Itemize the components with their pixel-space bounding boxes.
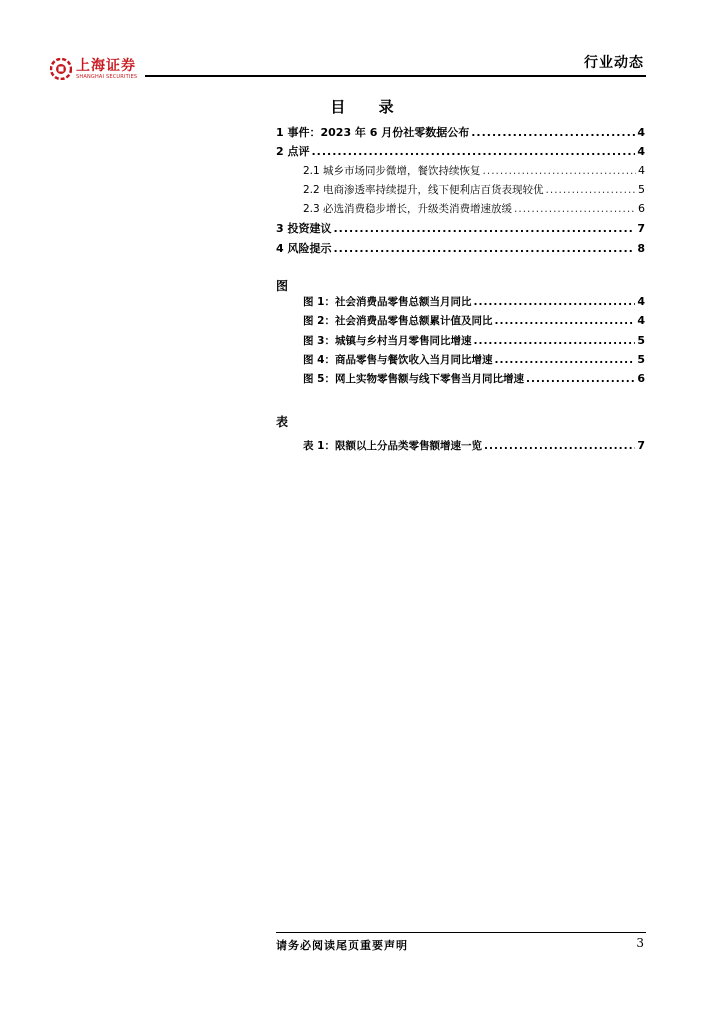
toc-entry[interactable]: [276, 240, 645, 259]
table-entry-page: 7: [637, 439, 645, 452]
toc-entry-label: 2.2 电商渗透率持续提升，线下便利店百货表现较优: [303, 183, 544, 196]
leader-dots: [526, 373, 635, 385]
figure-entry-label: 图 1：社会消费品零售总额当月同比: [303, 296, 472, 308]
leader-dots: [311, 145, 635, 158]
toc-list: [276, 124, 645, 259]
toc-entry-label: 3 投资建议: [276, 222, 332, 236]
report-type-label: 行业动态: [584, 55, 644, 71]
figure-entry-label: 图 4：商品零售与餐饮收入当月同比增速: [303, 353, 493, 366]
figure-entry[interactable]: [276, 294, 645, 313]
toc-entry-label: 2.3 必选消费稳步增长，升级类消费增速放缓: [303, 203, 513, 216]
leader-dots: [494, 354, 635, 366]
leader-dots: [473, 296, 635, 308]
header-divider: [145, 75, 646, 77]
footer-divider: [276, 932, 646, 933]
tables-list: [276, 438, 645, 457]
page-number: 3: [636, 936, 644, 950]
figure-entry[interactable]: [276, 333, 645, 352]
figure-entry-page: 4: [637, 295, 645, 308]
toc-entry[interactable]: [276, 143, 645, 162]
toc-entry-label: 2 点评: [276, 145, 310, 159]
toc-entry-label: 1 事件：2023 年 6 月份社零数据公布: [276, 126, 470, 139]
toc-entry-page: 8: [637, 241, 645, 255]
toc-title: 目 录: [330, 98, 408, 116]
leader-dots: [333, 222, 635, 235]
figure-entry-label: 图 2：社会消费品零售总额累计值及同比: [303, 315, 493, 328]
figure-entry-page: 4: [637, 314, 645, 328]
toc-entry-page: 6: [638, 202, 645, 216]
figure-entry-page: 5: [637, 333, 645, 347]
figure-entry[interactable]: [276, 371, 645, 390]
leader-dots: [494, 315, 635, 327]
logo-name-cn: 上海证券: [76, 57, 136, 74]
table-entry[interactable]: [276, 438, 645, 457]
leader-dots: [471, 126, 635, 139]
figure-entry-page: 5: [637, 352, 645, 366]
toc-entry-page: 7: [637, 222, 645, 236]
leader-dots: [484, 440, 635, 452]
leader-dots: [546, 184, 636, 196]
figures-heading: 图: [276, 279, 289, 293]
logo-name-en: SHANGHAI SECURITIES: [76, 73, 138, 80]
table-entry-label: 表 1：限额以上分品类零售额增速一览: [303, 440, 482, 452]
figure-entry-page: 6: [637, 372, 645, 386]
logo-emblem-icon: [50, 58, 72, 80]
tables-heading: 表: [276, 415, 289, 429]
leader-dots: [514, 203, 636, 215]
toc-entry-page: 4: [637, 145, 645, 159]
toc-subentry[interactable]: [276, 182, 645, 201]
footer-disclaimer: 请务必阅读尾页重要声明: [276, 939, 408, 952]
figures-list: [276, 294, 645, 390]
toc-entry-page: 5: [638, 182, 645, 196]
toc-entry-page: 4: [638, 163, 645, 177]
leader-dots: [473, 335, 635, 347]
figure-entry-label: 图 3：城镇与乡村当月零售同比增速: [303, 334, 472, 347]
toc-subentry[interactable]: [276, 163, 645, 182]
toc-entry-label: 2.1 城乡市场同步微增，餐饮持续恢复: [303, 164, 481, 177]
leader-dots: [483, 165, 636, 177]
toc-entry-page: 4: [637, 126, 645, 139]
company-logo: [50, 55, 137, 83]
toc-entry[interactable]: [276, 220, 645, 239]
leader-dots: [333, 242, 635, 255]
toc-subentry[interactable]: [276, 201, 645, 220]
toc-entry-label: 4 风险提示: [276, 241, 332, 255]
toc-entry[interactable]: [276, 124, 645, 143]
figure-entry[interactable]: [276, 313, 645, 332]
figure-entry[interactable]: [276, 352, 645, 371]
figure-entry-label: 图 5：网上实物零售额与线下零售当月同比增速: [303, 373, 524, 386]
